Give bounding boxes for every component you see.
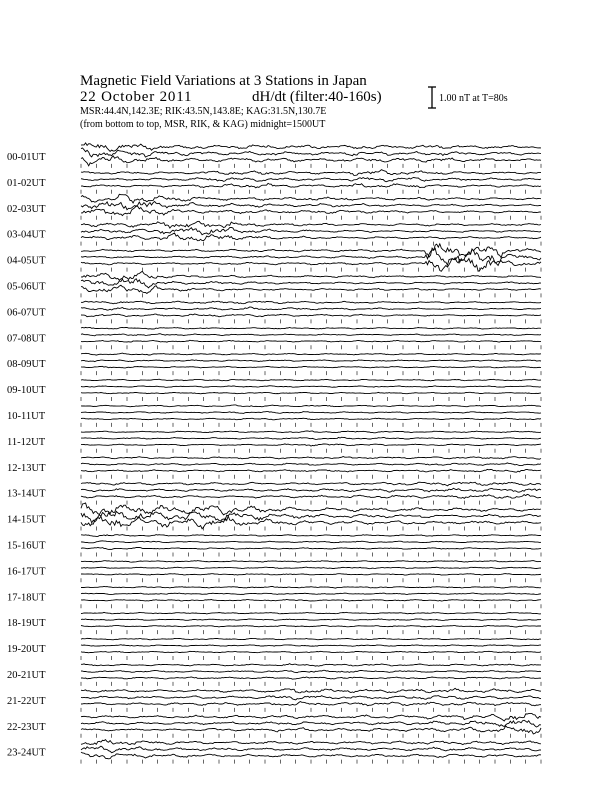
stacking-order-note: (from bottom to top, MSR, RIK, & KAG) midnight=1500UT (80, 119, 326, 130)
minute-tick-marks (81, 242, 541, 246)
trace-rik (81, 746, 541, 753)
minute-tick-marks (81, 475, 541, 479)
trace-rik (81, 488, 541, 492)
hour-row (7, 482, 541, 504)
trace-msr (81, 482, 541, 486)
hour-row-label: 18-19UT (7, 618, 46, 630)
trace-msr (81, 586, 541, 588)
hour-row-label: 16-17UT (7, 566, 46, 578)
hour-row-label: 21-22UT (7, 695, 46, 707)
minute-tick-marks (81, 319, 541, 323)
trace-rik (81, 360, 541, 362)
trace-rik (81, 593, 541, 594)
trace-rik (81, 279, 541, 288)
trace-kag (81, 494, 541, 498)
trace-msr (81, 431, 541, 433)
hour-row-label: 19-20UT (7, 644, 46, 656)
hour-row-label: 12-13UT (7, 462, 46, 474)
trace-kag (81, 183, 541, 188)
minute-tick-marks (81, 604, 541, 608)
hour-row-label: 13-14UT (7, 488, 46, 500)
hour-row (7, 271, 541, 297)
hour-row-label: 04-05UT (7, 255, 46, 267)
hour-row (7, 664, 541, 686)
hour-row (7, 535, 541, 557)
minute-tick-marks (81, 345, 541, 349)
hour-row (7, 713, 541, 737)
minute-tick-marks (81, 397, 541, 401)
hour-row-label: 06-07UT (7, 307, 46, 319)
trace-msr (81, 143, 541, 152)
minute-tick-marks (81, 682, 541, 686)
trace-rik (81, 437, 541, 439)
hour-row (7, 221, 541, 245)
trace-rik (81, 463, 541, 466)
trace-rik (81, 619, 541, 621)
trace-msr (81, 353, 541, 355)
trace-msr (81, 221, 541, 228)
minute-tick-marks (81, 760, 541, 764)
trace-rik (81, 645, 541, 647)
trace-msr (81, 271, 541, 280)
trace-msr (81, 713, 541, 721)
trace-msr (81, 535, 541, 537)
trace-rik (81, 412, 541, 414)
hour-row (7, 379, 541, 401)
hour-row (7, 503, 541, 531)
minute-tick-marks (81, 527, 541, 531)
trace-kag (81, 314, 541, 317)
hour-row-label: 03-04UT (7, 229, 46, 241)
trace-rik (81, 148, 541, 157)
hour-row-label: 00-01UT (7, 151, 46, 163)
trace-kag (81, 752, 541, 759)
hour-row-label: 10-11UT (7, 410, 46, 422)
hour-row (7, 194, 541, 220)
trace-msr (81, 503, 541, 515)
trace-kag (81, 366, 541, 368)
hour-row-label: 20-21UT (7, 669, 46, 681)
trace-kag (81, 702, 541, 706)
hour-row (7, 353, 541, 375)
hour-row (7, 612, 541, 634)
hour-row (7, 244, 541, 272)
trace-msr (81, 638, 541, 640)
minute-tick-marks (81, 216, 541, 220)
trace-kag (81, 574, 541, 576)
trace-rik (81, 541, 541, 543)
minute-tick-marks (81, 578, 541, 582)
stations-label: MSR:44.4N,142.3E; RIK:43.5N,143.8E; KAG:31.5N,130.7E (80, 106, 327, 117)
hour-row (7, 327, 541, 349)
hour-row (7, 740, 541, 764)
trace-msr (81, 379, 541, 381)
minute-tick-marks (81, 190, 541, 194)
minute-tick-marks (81, 553, 541, 557)
hour-row (7, 301, 541, 323)
minute-tick-marks (81, 656, 541, 660)
minute-tick-marks (81, 708, 541, 712)
trace-kag (81, 444, 541, 446)
trace-msr (81, 301, 541, 304)
hour-row-label: 02-03UT (7, 203, 46, 215)
hour-row-label: 08-09UT (7, 359, 46, 371)
trace-kag (81, 677, 541, 679)
minute-tick-marks (81, 630, 541, 634)
hour-row-label: 23-24UT (7, 747, 46, 759)
trace-rik (81, 334, 541, 336)
trace-kag (81, 548, 541, 550)
trace-kag (81, 233, 541, 241)
trace-rik (81, 720, 541, 727)
trace-rik (81, 227, 541, 234)
trace-rik (81, 696, 541, 700)
trace-kag (81, 392, 541, 394)
date-label: 22 October 2011 (80, 89, 193, 105)
hour-row-label: 05-06UT (7, 281, 46, 293)
hour-row (7, 143, 541, 168)
trace-kag (81, 340, 541, 342)
minute-tick-marks (81, 423, 541, 427)
hour-row-label: 07-08UT (7, 333, 46, 345)
trace-kag (81, 726, 541, 734)
hour-row (7, 561, 541, 583)
minute-tick-marks (81, 501, 541, 505)
chart-title: Magnetic Field Variations at 3 Stations in Japan (80, 73, 367, 89)
trace-msr (81, 561, 541, 563)
hour-row-label: 01-02UT (7, 177, 46, 189)
trace-kag (81, 651, 541, 653)
trace-msr (81, 170, 541, 176)
trace-msr (81, 740, 541, 745)
trace-kag (81, 206, 541, 216)
hour-row (7, 405, 541, 427)
trace-rik (81, 670, 541, 672)
trace-rik (81, 567, 541, 569)
trace-msr (81, 194, 541, 203)
trace-kag (81, 469, 541, 472)
minute-tick-marks (81, 293, 541, 297)
trace-msr (81, 688, 541, 693)
minute-tick-marks (81, 449, 541, 453)
hour-row-label: 17-18UT (7, 592, 46, 604)
trace-rik (81, 178, 541, 182)
hour-row-label: 11-12UT (7, 436, 46, 448)
hour-row-label: 09-10UT (7, 385, 46, 397)
hour-row (7, 457, 541, 479)
trace-kag (81, 625, 541, 627)
hour-row-label: 14-15UT (7, 514, 46, 526)
hour-row (7, 586, 541, 608)
trace-rik (81, 307, 541, 310)
trace-rik (81, 202, 541, 210)
trace-rik (81, 386, 541, 388)
minute-tick-marks (81, 371, 541, 375)
hour-row (7, 431, 541, 453)
minute-tick-marks (81, 268, 541, 272)
minute-tick-marks (81, 164, 541, 168)
hour-row-label: 15-16UT (7, 540, 46, 552)
trace-kag (81, 418, 541, 420)
hour-row (7, 170, 541, 194)
hour-row (7, 688, 541, 712)
trace-msr (81, 612, 541, 614)
trace-msr (81, 457, 541, 460)
quantity-label: dH/dt (filter:40-160s) (252, 89, 382, 105)
hour-row-label: 22-23UT (7, 721, 46, 733)
trace-msr (81, 405, 541, 407)
minute-tick-marks (81, 734, 541, 738)
scale-label: 1.00 nT at T=80s (439, 93, 508, 104)
hour-row (7, 638, 541, 660)
trace-msr (81, 327, 541, 329)
trace-kag (81, 600, 541, 602)
trace-msr (81, 664, 541, 667)
